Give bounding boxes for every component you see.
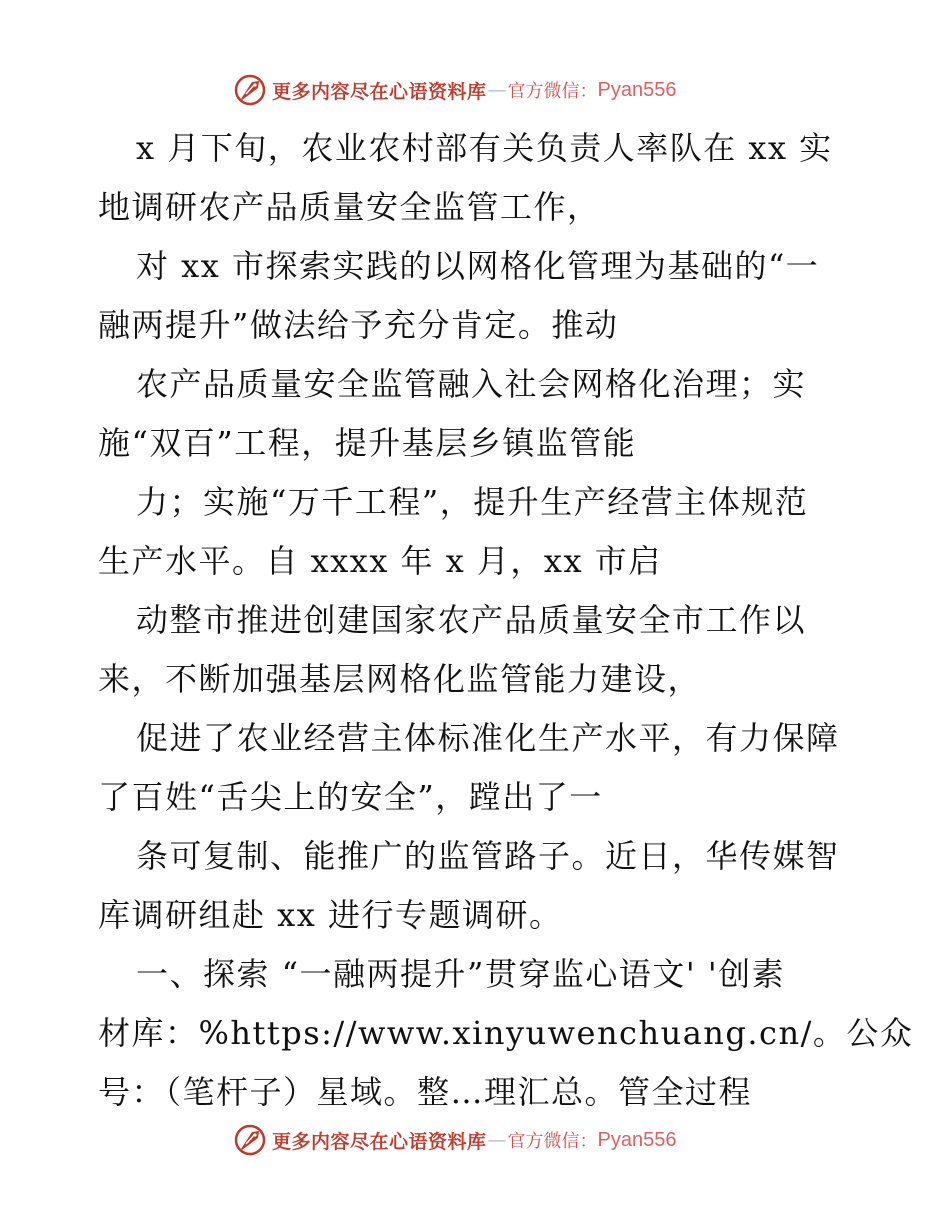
header-contact-id: Pyan556 bbox=[597, 78, 677, 101]
header-promo-text: 更多内容尽在心语资料库 bbox=[272, 80, 487, 103]
document-line: 来，不断加强基层网格化监管能力建设， bbox=[98, 660, 702, 698]
document-line: 生产水平。自 xxxx 年 x 月，xx 市启 bbox=[98, 542, 662, 580]
footer-contact-label: 官方微信： bbox=[507, 1131, 598, 1152]
document-line: 库调研组赴 xx 进行专题调研。 bbox=[98, 896, 563, 934]
footer-promo-text: 更多内容尽在心语资料库 bbox=[272, 1130, 487, 1153]
document-line: 一、探索 “一融两提升”贯穿监心语文' '创素 bbox=[136, 955, 786, 993]
document-line: 号：（笔杆子）星域。整…理汇总。管全过程 bbox=[98, 1073, 753, 1111]
document-line: 材库：%https://www.xinyuwenchuang.cn/。公众 bbox=[98, 1014, 914, 1052]
document-line: 条可复制、能推广的监管路子。近日，华传媒智 bbox=[136, 837, 840, 875]
header-separator: — bbox=[487, 79, 507, 101]
pen-nib-logo-icon bbox=[232, 1122, 268, 1158]
document-line: 地调研农产品质量安全监管工作， bbox=[98, 188, 601, 226]
document-line: 动整市推进创建国家农产品质量安全市工作以 bbox=[136, 601, 807, 639]
document-line: 农产品质量安全监管融入社会网格化治理；实 bbox=[136, 365, 807, 403]
document-line: 促进了农业经营主体标准化生产水平，有力保障 bbox=[136, 719, 840, 757]
document-line: 力；实施“万千工程”，提升生产经营主体规范 bbox=[136, 483, 809, 521]
footer-separator: — bbox=[487, 1129, 507, 1151]
document-line: 了百姓“舌尖上的安全”，蹚出了一 bbox=[98, 778, 603, 816]
document-line: 融两提升”做法给予充分肯定。推动 bbox=[98, 306, 619, 344]
header-contact-label: 官方微信： bbox=[507, 81, 598, 102]
document-line: 施“双百”工程，提升基层乡镇监管能 bbox=[98, 424, 637, 462]
footer-banner bbox=[232, 1122, 676, 1158]
document-line: 对 xx 市探索实践的以网格化管理为基础的“一 bbox=[136, 247, 820, 285]
footer-contact-id: Pyan556 bbox=[597, 1128, 677, 1151]
document-line: x 月下旬，农业农村部有关负责人率队在 xx 实 bbox=[136, 129, 833, 167]
